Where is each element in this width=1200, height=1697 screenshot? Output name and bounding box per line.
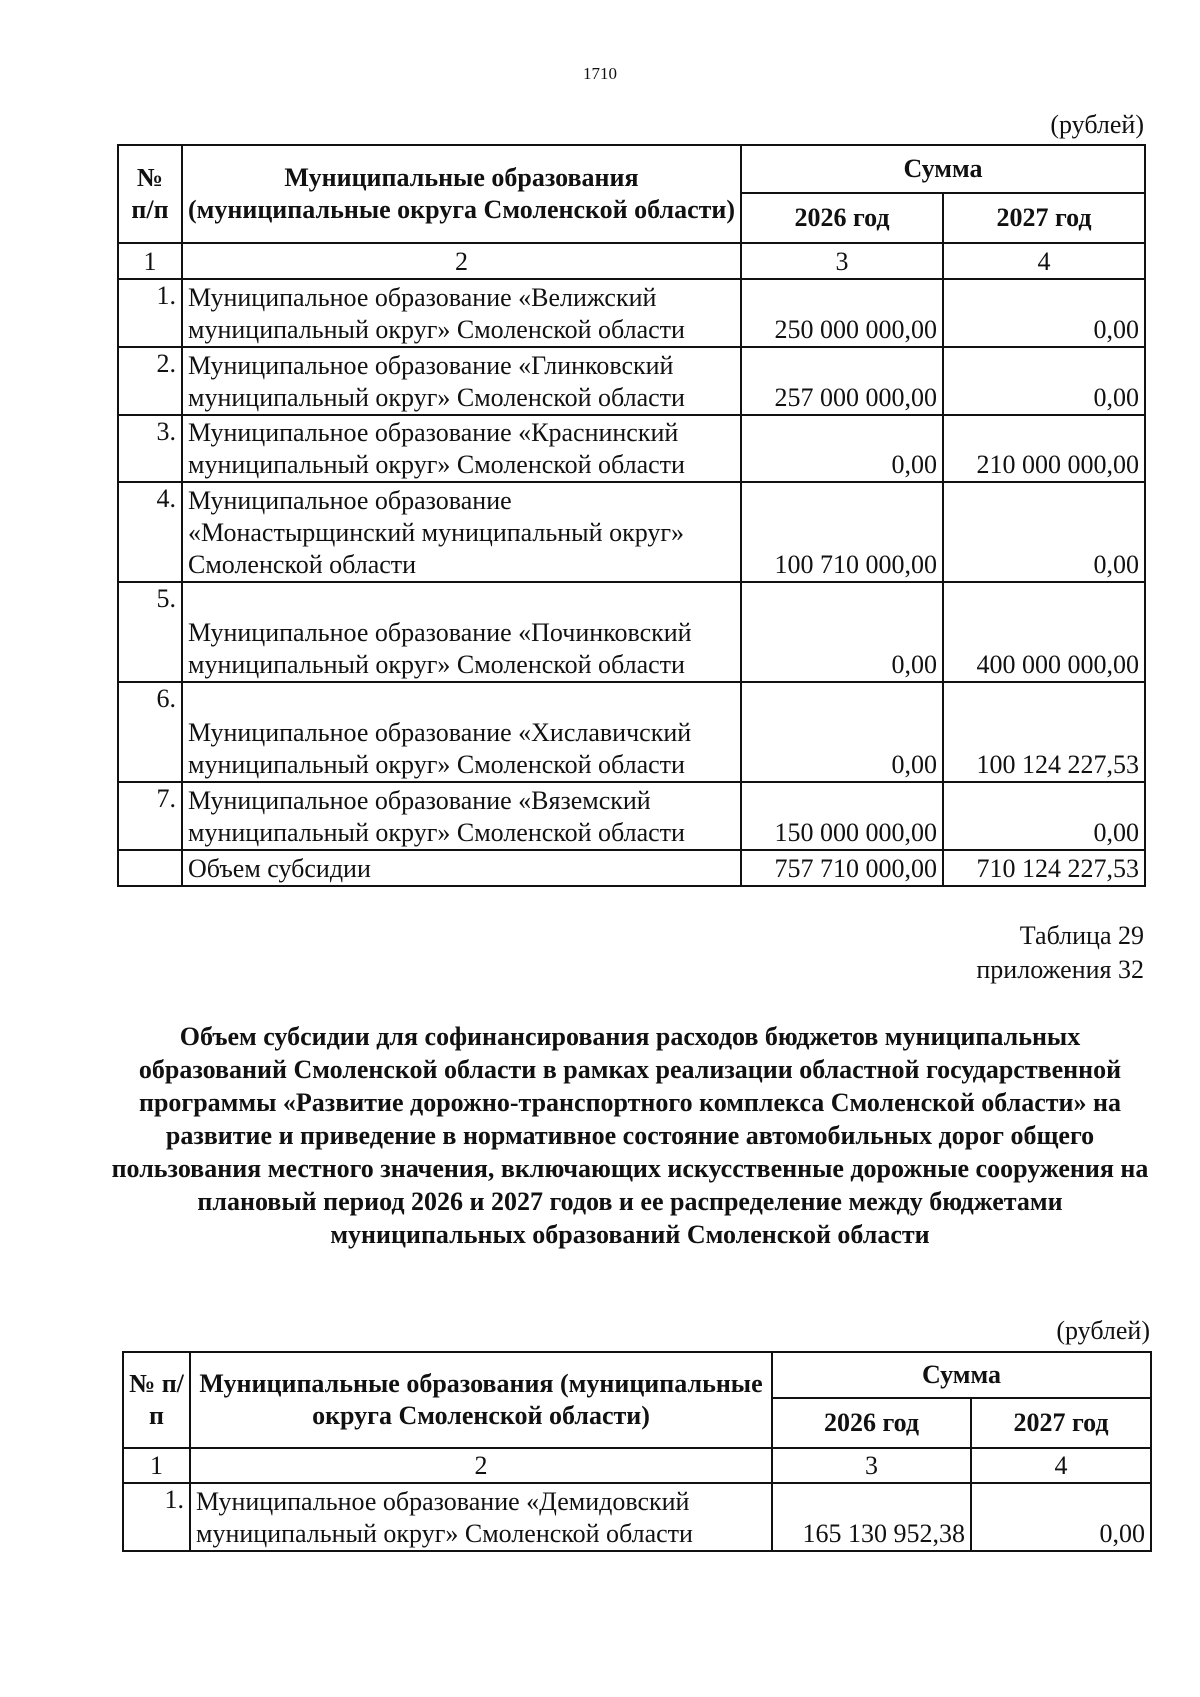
row-number: 3. (118, 415, 182, 482)
row-number: 6. (118, 682, 182, 782)
page-number: 1710 (583, 64, 617, 83)
col-index-3: 3 (772, 1448, 971, 1483)
row-name: Муниципальное образование «Велижский муниципальный округ» Смоленской области (182, 279, 741, 347)
col-index-3: 3 (741, 243, 943, 279)
table-row (118, 782, 1145, 850)
col-index-1: 1 (123, 1448, 190, 1483)
row-value-2026: 0,00 (741, 582, 943, 682)
total-empty-cell (118, 850, 182, 886)
col-index-1: 1 (118, 243, 182, 279)
total-row (118, 850, 1145, 886)
row-number: 7. (118, 782, 182, 850)
row-value-2027: 0,00 (943, 347, 1145, 415)
table-row (123, 1483, 1151, 1551)
header-2027: 2027 год (943, 193, 1145, 243)
row-name: Муниципальное образование «Вяземский муниципальный округ» Смоленской области (182, 782, 741, 850)
header-num: № п/п (118, 145, 182, 243)
header-2026: 2026 год (772, 1398, 971, 1448)
col-index-4: 4 (971, 1448, 1151, 1483)
document-title: Объем субсидии для софинансирования расходов бюджетов муниципальных образований Смоленской области в рамках реализации областной государственной программы «Развитие дорожно-транспортного комплекса Смоленской области» на развитие и приведение в нормативное состояние автомобильных дорог общего пользования местного значения, включающих искусственные дорожные сооружения на плановый период 2026 и 2027 годов и ее распределение между бюджетами муниципальных образований Смоленской области (111, 1022, 1149, 1249)
row-value-2026: 257 000 000,00 (741, 347, 943, 415)
row-name: Муниципальное образование «Монастырщинский муниципальный округ» Смоленской области (182, 482, 741, 582)
header-name: Муниципальные образования (муниципальные округа Смоленской области) (190, 1352, 772, 1448)
row-number: 1. (118, 279, 182, 347)
subsidy-table-1 (117, 144, 1146, 887)
header-sum: Сумма (772, 1352, 1151, 1398)
col-index-2: 2 (182, 243, 741, 279)
subsidy-table-2 (122, 1351, 1152, 1552)
row-value-2026: 100 710 000,00 (741, 482, 943, 582)
table-row (118, 279, 1145, 347)
table-row (118, 347, 1145, 415)
row-name: Муниципальное образование «Хиславичский муниципальный округ» Смоленской области (182, 682, 741, 782)
row-value-2026: 150 000 000,00 (741, 782, 943, 850)
table1-units: (рублей) (1050, 110, 1144, 139)
row-name: Муниципальное образование «Починковский муниципальный округ» Смоленской области (182, 582, 741, 682)
table2-units: (рублей) (1056, 1316, 1150, 1345)
total-label: Объем субсидии (182, 850, 741, 886)
row-value-2027: 210 000 000,00 (943, 415, 1145, 482)
header-2026: 2026 год (741, 193, 943, 243)
row-number: 5. (118, 582, 182, 682)
row-value-2026: 165 130 952,38 (772, 1483, 971, 1551)
row-name: Муниципальное образование «Краснинский муниципальный округ» Смоленской области (182, 415, 741, 482)
total-value-2026: 757 710 000,00 (741, 850, 943, 886)
header-name: Муниципальные образования (муниципальные округа Смоленской области) (182, 145, 741, 243)
row-value-2026: 0,00 (741, 415, 943, 482)
table-caption (976, 919, 1144, 987)
header-2027: 2027 год (971, 1398, 1151, 1448)
row-value-2026: 250 000 000,00 (741, 279, 943, 347)
table-row (118, 682, 1145, 782)
col-index-2: 2 (190, 1448, 772, 1483)
row-name: Муниципальное образование «Демидовский муниципальный округ» Смоленской области (190, 1483, 772, 1551)
row-number: 4. (118, 482, 182, 582)
row-number: 1. (123, 1483, 190, 1551)
row-value-2027: 0,00 (943, 782, 1145, 850)
header-sum: Сумма (741, 145, 1145, 193)
row-value-2027: 400 000 000,00 (943, 582, 1145, 682)
row-value-2027: 100 124 227,53 (943, 682, 1145, 782)
row-value-2027: 0,00 (943, 482, 1145, 582)
row-number: 2. (118, 347, 182, 415)
table-row (118, 482, 1145, 582)
row-name: Муниципальное образование «Глинковский муниципальный округ» Смоленской области (182, 347, 741, 415)
row-value-2027: 0,00 (971, 1483, 1151, 1551)
table-row (118, 415, 1145, 482)
row-value-2026: 0,00 (741, 682, 943, 782)
row-value-2027: 0,00 (943, 279, 1145, 347)
col-index-4: 4 (943, 243, 1145, 279)
caption-table-number: Таблица 29 (1019, 921, 1144, 950)
total-value-2027: 710 124 227,53 (943, 850, 1145, 886)
caption-appendix: приложения 32 (976, 955, 1144, 984)
header-num: № п/п (123, 1352, 190, 1448)
table-row (118, 582, 1145, 682)
